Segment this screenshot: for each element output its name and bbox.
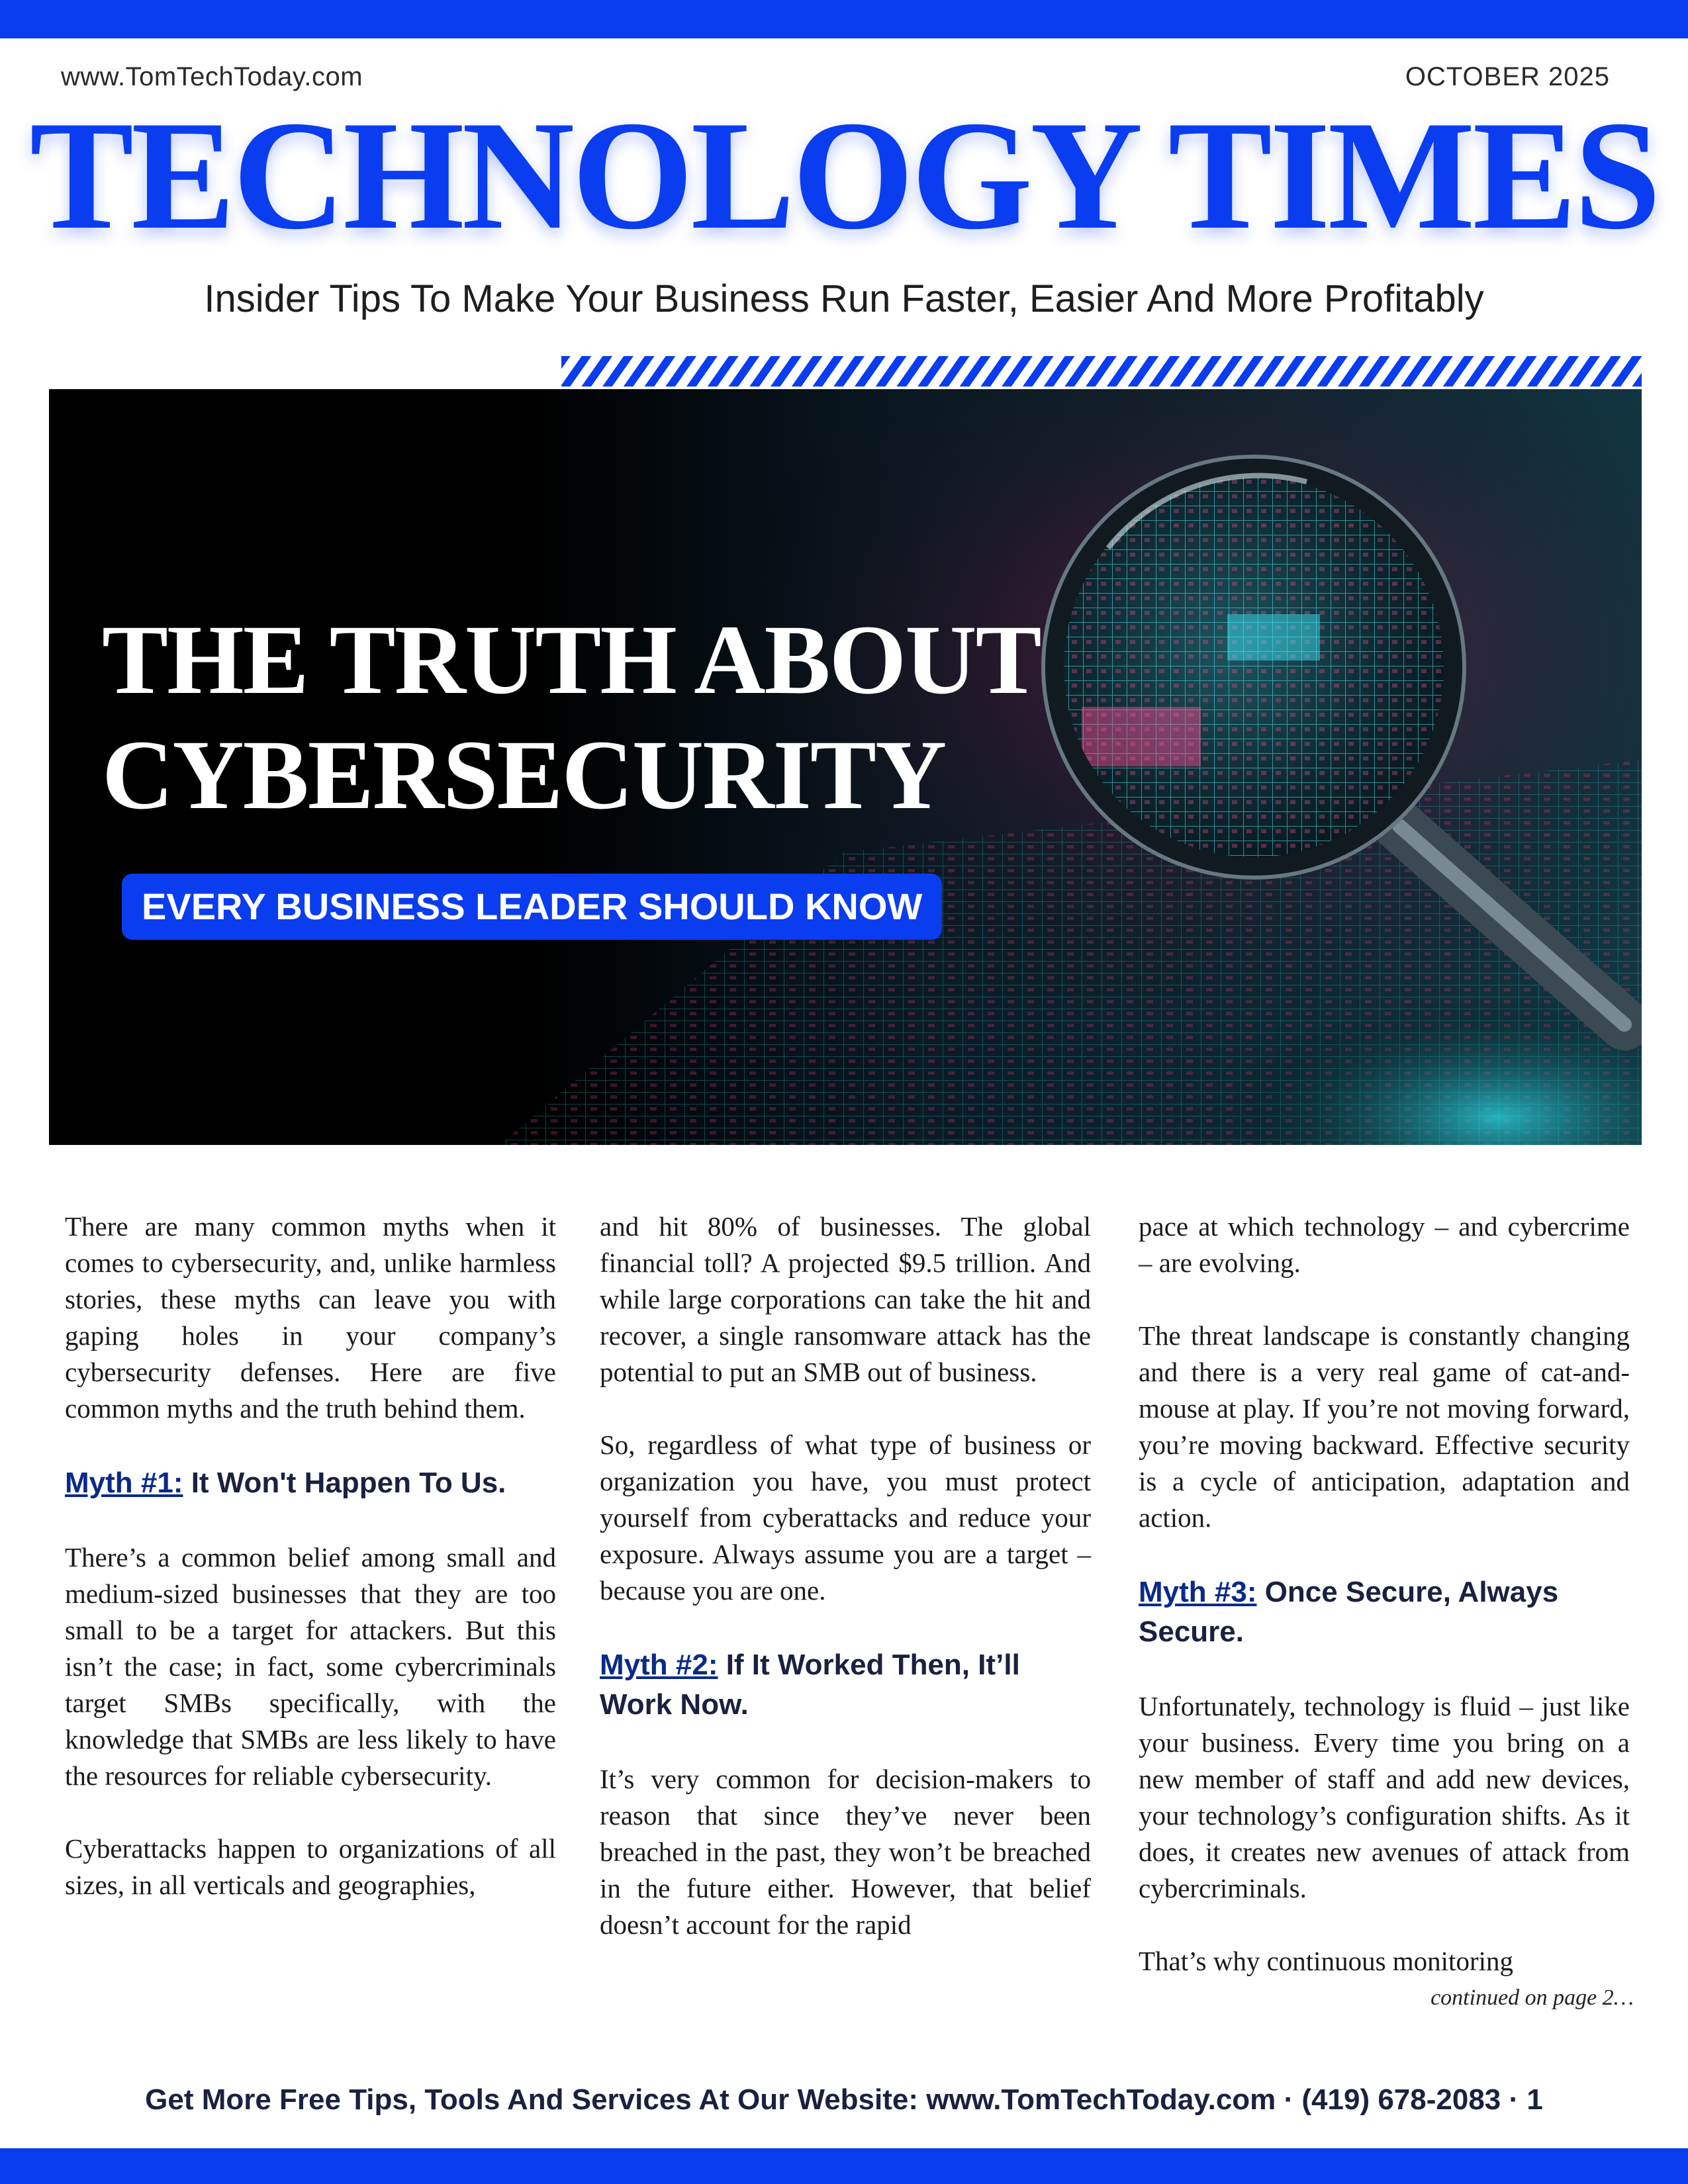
myth-1-label: Myth #1: <box>65 1467 183 1499</box>
paragraph: Cyberattacks happen to organizations of all sizes, in all verticals and geographies, <box>65 1833 556 1900</box>
continued-note: continued on page 2… <box>1430 1985 1634 2010</box>
myth-3-label: Myth #3: <box>1139 1576 1257 1608</box>
hero-title <box>102 602 1041 833</box>
paragraph: Unfortunately, technology is fluid – just like your business. Every time you bring on a new member of staff and add new devices, your technology’s configuration shifts. As it does, it creates new avenues of attack from cybercriminals. <box>1139 1691 1630 1903</box>
myth-2-heading <box>600 1645 1091 1725</box>
paragraph: That’s why continuous monitoring <box>1139 1946 1513 1976</box>
masthead-title: TECHNOLOGY TIMES <box>29 89 1659 262</box>
hero-subtitle-badge: EVERY BUSINESS LEADER SHOULD KNOW <box>122 874 942 940</box>
paragraph: There’s a common belief among small and medium-sized businesses that they are too small to be a target for attackers. But this isn’t the case; in fact, some cybercriminals target SMBs specifically, with the knowledge that SMBs are less likely to have the resources for reliable cybersecurity. <box>65 1542 556 1791</box>
issue-date: OCTOBER 2025 <box>1405 62 1610 91</box>
paragraph: pace at which technology – and cybercrime – are evolving. <box>1139 1211 1630 1278</box>
top-accent-bar <box>0 0 1688 38</box>
article-column-1 <box>65 1208 556 1903</box>
tagline: Insider Tips To Make Your Business Run Faster, Easier And More Profitably <box>204 277 1484 320</box>
myth-2-title: If It Worked Then, It’ll Work Now. <box>600 1649 1020 1721</box>
paragraph: So, regardless of what type of business or organization you have, you must protect yourself from cyberattacks and reduce your exposure. Always assume you are a target – because you are one. <box>600 1430 1091 1606</box>
paragraph: It’s very common for decision-makers to reason that since they’ve never been breached in the past, they won’t be breached in the future either. However, that belief doesn’t account for the rapid <box>600 1764 1091 1940</box>
myth-3-title: Once Secure, Always Secure. <box>1139 1576 1559 1648</box>
header-website: www.TomTechToday.com <box>61 62 363 91</box>
paragraph: There are many common myths when it comes to cybersecurity, and, unlike harmless stories, these myths can leave you with gaping holes in your company’s cybersecurity defenses. Here are five common myths and the truth behind them. <box>65 1211 556 1424</box>
paragraph: and hit 80% of businesses. The global financial toll? A projected $9.5 trillion. And while large corporations can take the hit and recover, a single ransomware attack has the potential to put an SMB out of business. <box>600 1211 1091 1387</box>
myth-1-title: It Won't Happen To Us. <box>183 1467 506 1499</box>
article-column-3 <box>1139 1208 1630 1979</box>
paragraph: The threat landscape is constantly changing and there is a very real game of cat-and-mouse at play. If you’re not moving forward, you’re moving backward. Effective security is a cycle of anticipation, adaptation and action. <box>1139 1320 1630 1533</box>
myth-1-heading <box>65 1463 556 1503</box>
hero-banner <box>49 389 1642 1145</box>
hero-title-line1: THE TRUTH ABOUT <box>102 605 1041 715</box>
hero-title-line2: CYBERSECURITY <box>102 720 946 830</box>
myth-3-heading <box>1139 1572 1630 1652</box>
bottom-accent-bar <box>0 2148 1688 2184</box>
article-column-2 <box>600 1208 1091 1943</box>
decorative-stripes <box>561 356 1642 387</box>
myth-2-label: Myth #2: <box>600 1649 718 1681</box>
footer-contact: Get More Free Tips, Tools And Services At Our Website: www.TomTechToday.com · (419) 678-2083 · 1 <box>145 2083 1543 2116</box>
